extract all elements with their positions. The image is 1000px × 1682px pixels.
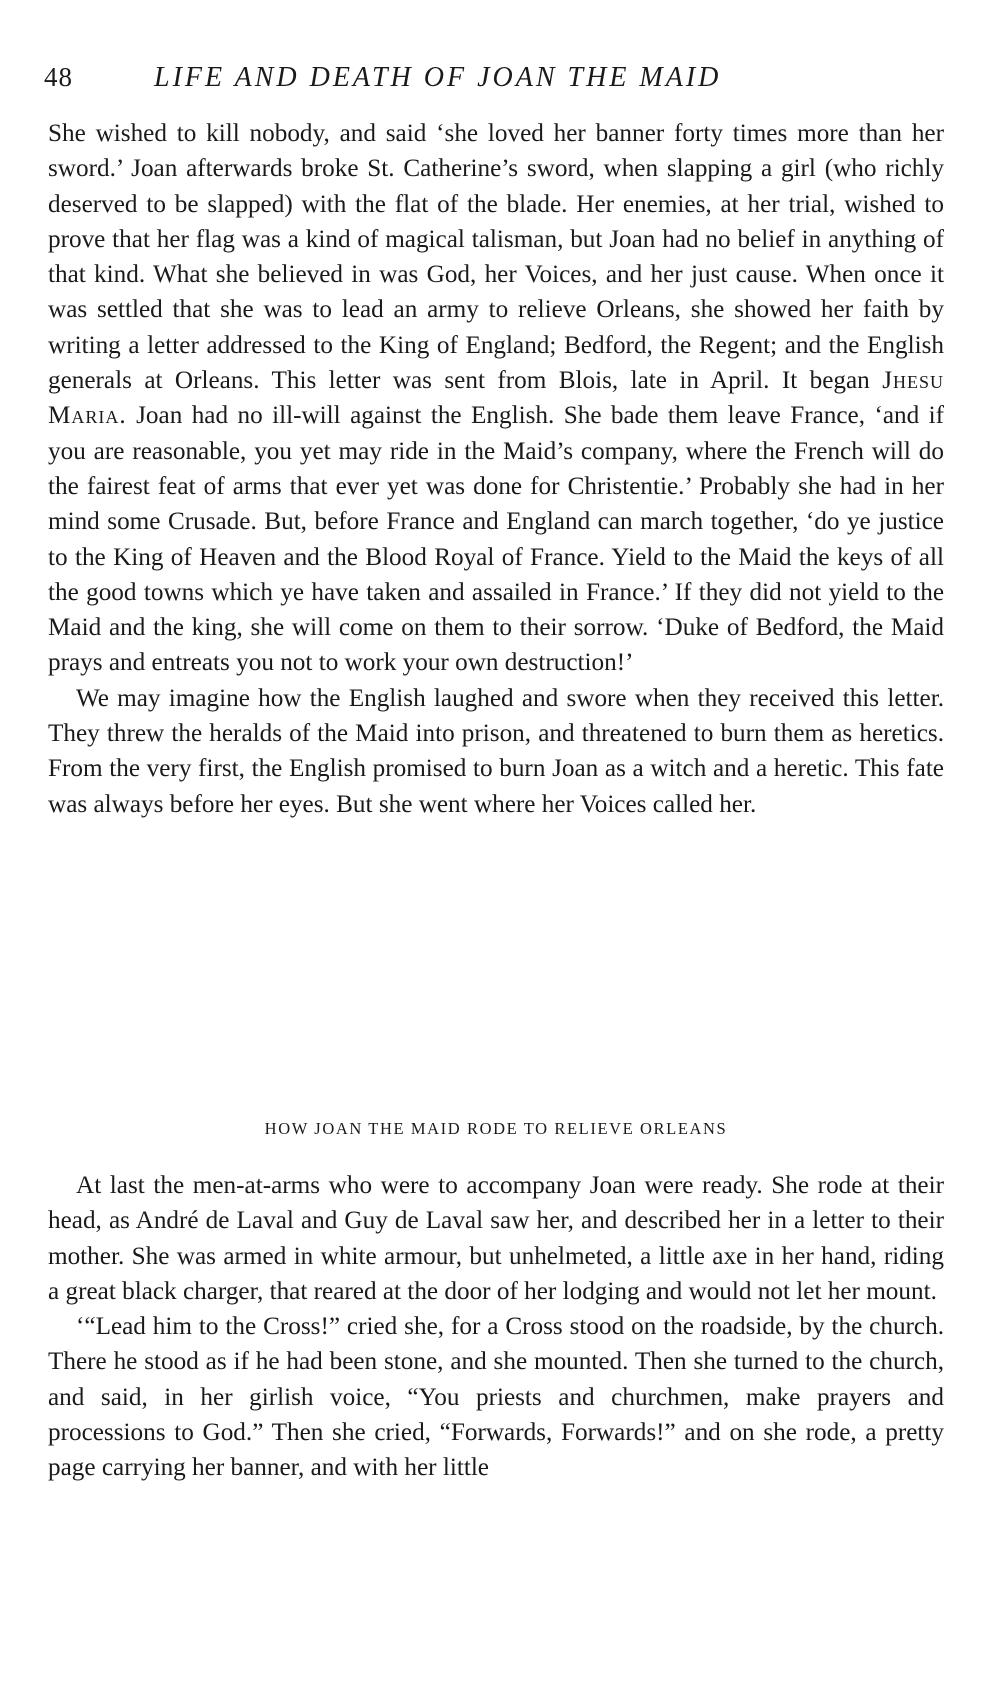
page-number: 48 <box>44 62 73 92</box>
paragraph-letter-to-england <box>48 116 944 681</box>
paragraph-text-continued: Joan had no ill-will against the English. She bade them leave France, ‘and if you are reasonable, you yet may ride in the Maid’s company, where the French will do the fairest feat of arms that ever yet was done for Christentie.’ Probably she had in her mind some Crusade. But, before France and England can march together, ‘do ye justice to the King of Heaven and the Blood Royal of France. Yield to the Maid the keys of all the good towns which ye have taken and assailed in France.’ If they did not yield to the Maid and the king, she will come on them to their sorrow. ‘Duke of Bedford, the Maid prays and entreats you not to work your own destruction!’ <box>48 402 945 677</box>
running-head <box>44 62 944 102</box>
body-text-upper <box>48 116 944 822</box>
paragraph-text: She wished to kill nobody, and said ‘she loved her banner forty times more than her sword.’ Joan afterwards broke St. Catherine’s sword, when slapping a girl (who richly deserved to be slapped) with the flat of the blade. Her enemies, at her trial, wished to prove that her flag was a kind of magical talisman, but Joan had no belief in anything of that kind. What she believed in was God, her Voices, and her just cause. When once it was settled that she was to lead an army to relieve Orleans, she showed her faith by writing a letter addressed to the King of England; Bedford, the Regent; and the English generals at Orleans. This letter was sent from Blois, late in April. It began <box>48 120 944 395</box>
body-text-lower <box>48 1168 944 1486</box>
paragraph-english-reaction: We may imagine how the English laughed and swore when they received this letter. They threw the heralds of the Maid into prison, and threatened to burn them as heretics. From the very first, the English promised to burn Joan as a witch and a heretic. This fate was always before her eyes. But she went where her Voices called her. <box>48 684 944 818</box>
paragraph-lead-him-to-cross: ‘“Lead him to the Cross!” cried she, for a Cross stood on the roadside, by the church. There he stood as if he had been stone, and she mounted. Then she turned to the church, and said, in her girlish voice, “You priests and churchmen, make prayers and processions to God.” Then she cried, “Forwards, Forwards!” and on she rode, a pretty page carrying her banner, and with her little <box>48 1313 944 1482</box>
running-title: LIFE AND DEATH OF JOAN THE MAID <box>154 62 722 93</box>
paragraph-men-at-arms: At last the men-at-arms who were to accompany Joan were ready. She rode at their head, as André de Laval and Guy de Laval saw her, and described her in a letter to their mother. She was armed in white armour, but unhelmeted, a little axe in her hand, riding a great black charger, that reared at the door of her lodging and would not let her mount. <box>48 1172 944 1305</box>
jhesu-maria-smallcaps: Jhesu Maria. <box>48 367 944 430</box>
section-heading: HOW JOAN THE MAID RODE TO RELIEVE ORLEANS <box>264 1119 728 1138</box>
